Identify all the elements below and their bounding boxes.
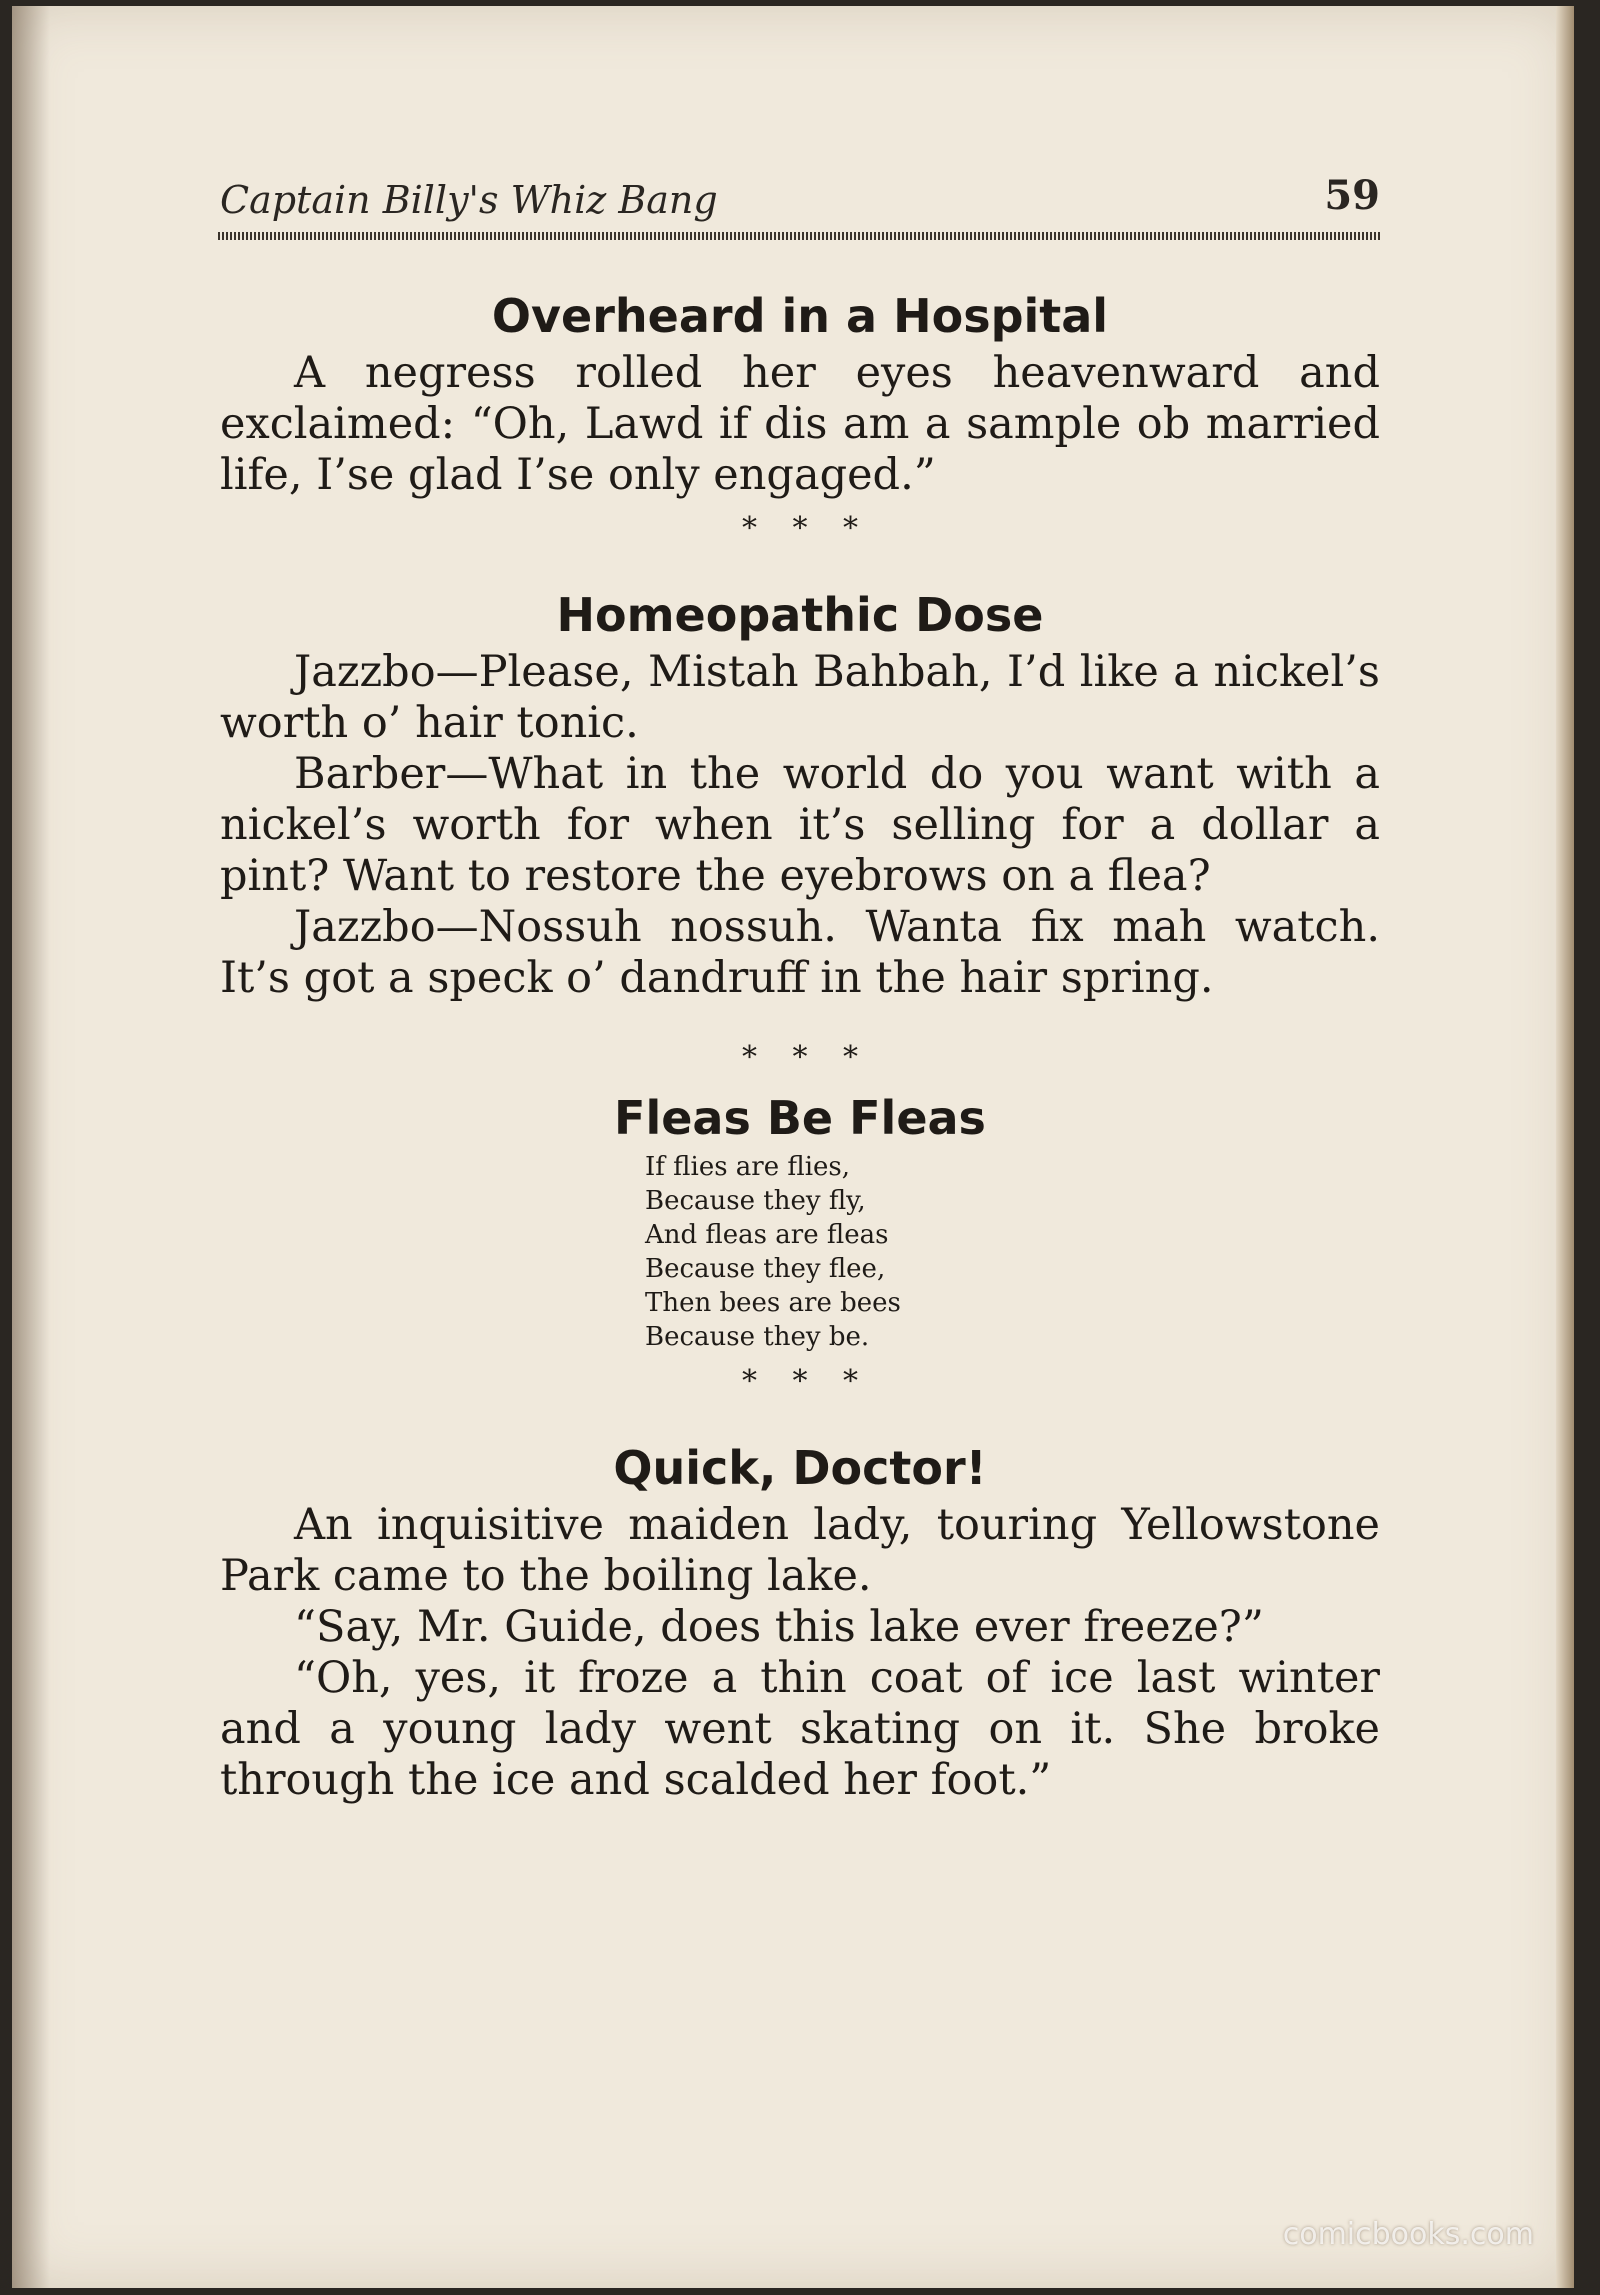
poem-line: Because they fly, bbox=[645, 1186, 866, 1216]
poem-line: Because they flee, bbox=[645, 1254, 886, 1284]
separator-stars: * * * bbox=[741, 1040, 859, 1075]
page-content bbox=[220, 284, 1380, 1806]
page-number: 59 bbox=[1324, 172, 1380, 219]
heading-quick-doctor: Quick, Doctor! bbox=[613, 1441, 987, 1495]
paragraph: An inquisitive maiden lady, touring Yellowstone Park came to the boiling lake. bbox=[220, 1500, 1380, 1601]
running-head-title: Captain Billy's Whiz Bang bbox=[220, 178, 718, 222]
header-rule bbox=[218, 232, 1382, 240]
poem-line: And fleas are fleas bbox=[645, 1220, 889, 1250]
heading-overheard-in-a-hospital: Overheard in a Hospital bbox=[491, 289, 1109, 343]
poem-line: Because they be. bbox=[645, 1322, 870, 1352]
running-head bbox=[220, 172, 1380, 238]
paragraph: Jazzbo—Please, Mistah Bahbah, I’d like a nickel’s worth o’ hair tonic. bbox=[220, 647, 1380, 748]
watermark: comicbooks.com bbox=[1282, 2217, 1534, 2252]
paragraph: “Oh, yes, it froze a thin coat of ice last winter and a young lady went skating on it. She broke through the ice and scalded her foot.” bbox=[220, 1653, 1380, 1805]
poem-line: Then bees are bees bbox=[645, 1288, 901, 1318]
paragraph: A negress rolled her eyes heavenward and exclaimed: “Oh, Lawd if dis am a sample ob married life, I’se glad I’se only engaged.” bbox=[220, 348, 1380, 500]
spine-shadow bbox=[12, 6, 50, 2288]
page-edge bbox=[1556, 6, 1574, 2288]
paragraph: Jazzbo—Nossuh nossuh. Wanta fix mah watch. It’s got a speck o’ dandruff in the hair spring. bbox=[220, 902, 1380, 1003]
poem-line: If flies are flies, bbox=[645, 1152, 851, 1182]
heading-homeopathic-dose: Homeopathic Dose bbox=[556, 588, 1044, 642]
heading-fleas-be-fleas: Fleas Be Fleas bbox=[614, 1091, 986, 1145]
poem bbox=[645, 1150, 1005, 1354]
magazine-page bbox=[12, 6, 1574, 2288]
separator-stars: * * * bbox=[741, 1364, 859, 1399]
paragraph: “Say, Mr. Guide, does this lake ever freeze?” bbox=[294, 1602, 1264, 1652]
separator-stars: * * * bbox=[741, 511, 859, 546]
paragraph: Barber—What in the world do you want with a nickel’s worth for when it’s selling for a dollar a pint? Want to restore the eyebrows on a flea? bbox=[220, 749, 1380, 901]
